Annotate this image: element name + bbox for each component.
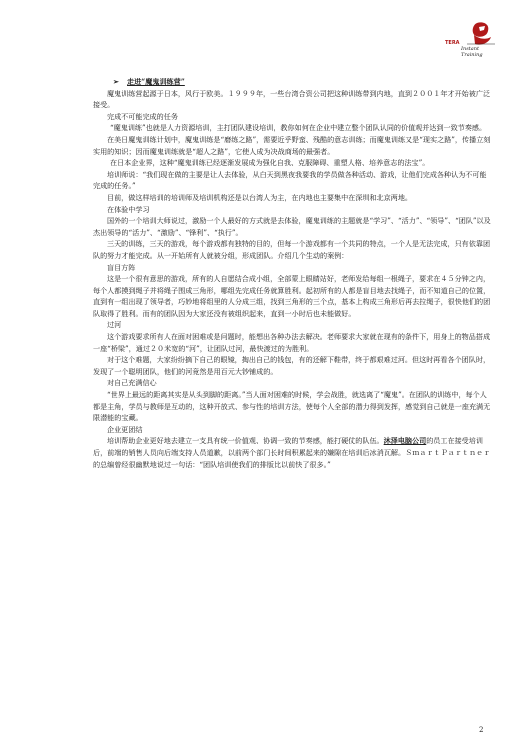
paragraph-trainer-quote: 培训师说：“我们现在做的主要是让人去体验，从白天到黑夜我要我的学员做各种活动、游戏，让他们完成各种认为不可能完成的任务。” xyxy=(93,169,487,191)
page-number: 2 xyxy=(479,726,484,734)
subheading-blind-square: 盲目方阵 xyxy=(107,262,136,272)
paragraph-confidence: “世界上最远的距离其实是从头到脚的距离。”当人面对困难的时候，学会战胜，就选离了“魔鬼”。在团队的训练中，每个人都是主角，学员与教师是互动的，这种开放式、参与性的培训方法，使每个人全部的潜力得到发挥，感觉到自己就是一座充满无限潜能的宝藏。 xyxy=(93,390,491,423)
paragraph-japan-enterprises: 在日本企业界，这种“魔鬼训练已经逐渐发展成为强化自我、克服障碍、重塑人格、培养意志的法宝”。 xyxy=(110,158,430,168)
document-body xyxy=(93,76,493,470)
logo-text: TERA xyxy=(445,40,460,46)
subheading-mission: 完成不可能完成的任务 xyxy=(107,111,178,121)
section-title xyxy=(93,76,493,88)
paragraph-unity xyxy=(93,435,493,470)
company-logo xyxy=(443,20,501,58)
arrow-bullet-icon: ➢ xyxy=(113,77,119,86)
paragraph-unity-part-b: 的员工在接受培训后，前端的销售人员向后端支持人员道歉，以前两个部门长时间积累起来的嫌隙在培训后冰消瓦解。ＳｍａｒｔＰａｒｔｎｅｒ的总编曾经很幽默地说过一句话：“团队培训使我们的排版比以前快了很多。” xyxy=(93,436,491,469)
paragraph-blind-square: 这是一个很有意思的游戏，所有的人自愿结合成小组，全部蒙上眼睛站好，老师发给每组一根绳子，要求在４５分钟之内，每个人都摸到绳子并将绳子围成三角形，哪组先完成任务就算胜利。起初所有的人都是盲目地去找绳子，而不知道自己的位置，直到有一组出现了领导者，巧妙地将组里的人分成三组，找到三角形的三个点，基本上构成三角形后再去拉绳子，很快他们的团队取得了胜利。而有的团队因为大家还没有被组织起来，直到一小时后也未能做好。 xyxy=(93,274,491,318)
logo-script: Instant Training xyxy=(461,46,483,58)
paragraph-river-result: 对于这个难题，大家纷纷摘下自己的眼镜，掏出自己的钱包，有的还解下鞋带，终于都艰难过河。但这时再看各个团队时，发现了一个聪明团队，他们的河竟然是用百元大钞铺成的。 xyxy=(93,355,491,376)
subheading-learning: 在体验中学习 xyxy=(107,204,150,214)
paragraph-unity-part-a: 培训帮助企业更好地去建立一支具有统一价值观、协调一致的节奏感，能打硬仗的队伍。 xyxy=(107,436,384,446)
paragraph-river-crossing: 这个游戏要求所有人在面对困难或是问题时，能想出各种办法去解决。老师要求大家就在现有的条件下，用身上的物品搭成一座“桥梁”，通过２０米宽的“河”，让团队过河，最快渡过的为胜利。 xyxy=(93,332,491,353)
paragraph-experience-themes: 国外的一个培训大师说过，激励一个人最好的方式就是去体验，魔鬼训练的主题就是“学习”、“活力”、“领导”、“团队”以及杰出领导的“活力”、“激励”、“锋利”、“执行”。 xyxy=(93,216,491,237)
paragraph-trainer-locations: 目前，做这样培训的培训师及培训机构还是以台湾人为主，在内地也主要集中在深圳和北京两地。 xyxy=(107,192,413,202)
paragraph-intro: 魔鬼训练营起源于日本，风行于欧美。１９９９年，一些台湾合资公司把这种训练带到内地，直到２００１年才开始被广泛接受。 xyxy=(93,88,491,110)
paragraph-us-japan-plan: 在美日魔鬼训练计划中，魔鬼训练是“磨练之路”，需要近乎野蛮、残酷的意志训练；而魔鬼训练又是“现实之路”，传播立刻实用的知识；因而魔鬼训练就是“超人之路”，它使人成为决战商场的最强者。 xyxy=(93,134,491,156)
paragraph-three-days: 三天的训练，三天的游戏，每个游戏都有独特的目的，但每一个游戏都有一个共同的特点，一个人是无法完成，只有依靠团队的努力才能完成。从一开始所有人就被分组，形成团队。介绍几个生动的案例： xyxy=(93,239,491,260)
subheading-river-crossing: 过河 xyxy=(107,320,122,330)
subheading-unity: 企业更团结 xyxy=(107,424,143,434)
section-title-text: 走进“魔鬼训练营” xyxy=(127,77,185,86)
company-name: 沐泽电脑公司 xyxy=(383,436,427,446)
subheading-confidence: 对自己充满信心 xyxy=(107,378,157,388)
paragraph-training-definition: “魔鬼训练”也就是人力资源培训，主打团队建设培训，教你如何在企业中建立整个团队认同的价值观并达到一致节奏感。 xyxy=(110,123,487,133)
